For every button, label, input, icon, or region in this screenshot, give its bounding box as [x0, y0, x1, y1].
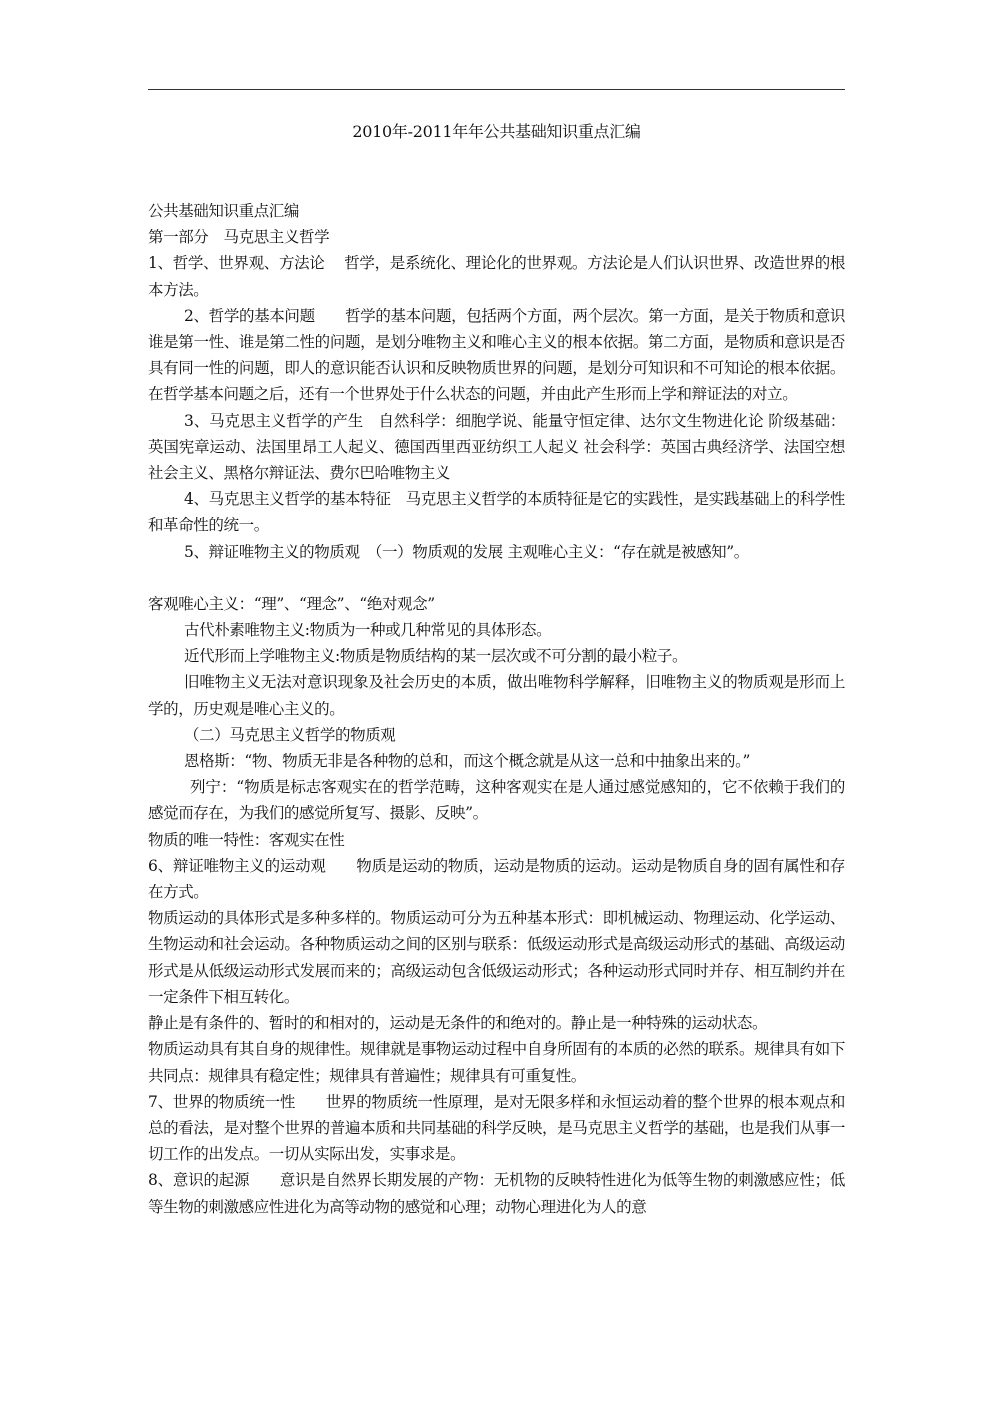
paragraph-16: 静止是有条件的、暂时的和相对的，运动是无条件的和绝对的。静止是一种特殊的运动状态。 [148, 1014, 768, 1033]
paragraph-5: 5、辩证唯物主义的物质观 （一）物质观的发展 主观唯心主义：“存在就是被感知”。 [184, 542, 749, 561]
paragraph-13: 物质的唯一特性：客观实在性 [148, 830, 345, 849]
header-rule [148, 89, 845, 90]
document-body [148, 198, 845, 1220]
part-heading: 第一部分 马克思主义哲学 [148, 228, 330, 247]
paragraph-4: 4、马克思主义哲学的基本特征 马克思主义哲学的本质特征是它的实践性，是实践基础上的科学性和革命性的统一。 [148, 490, 845, 535]
paragraph-11: 恩格斯：“物、物质无非是各种物的总和，而这个概念就是从这一总和中抽象出来的。” [184, 752, 751, 771]
paragraph-9: 旧唯物主义无法对意识现象及社会历史的本质，做出唯物科学解释，旧唯物主义的物质观是形而上学的，历史观是唯心主义的。 [148, 673, 845, 718]
paragraph-10: （二）马克思主义哲学的物质观 [184, 725, 396, 744]
section-heading: 公共基础知识重点汇编 [148, 202, 300, 220]
page-title: 2010年-2011年年公共基础知识重点汇编 [352, 122, 641, 141]
blank-line [148, 565, 845, 591]
paragraph-15: 物质运动的具体形式是多种多样的。物质运动可分为五种基本形式：即机械运动、物理运动、化学运动、生物运动和社会运动。各种物质运动之间的区别与联系：低级运动形式是高级运动形式的基础、高级运动形式是从低级运动形式发展而来的；高级运动包含低级运动形式；各种运动形式同时并存、相互制约并在一定条件下相互转化。 [148, 909, 845, 1006]
paragraph-1: 1、哲学、世界观、方法论 哲学，是系统化、理论化的世界观。方法论是人们认识世界、改造世界的根本方法。 [148, 254, 845, 299]
paragraph-18: 7、世界的物质统一性 世界的物质统一性原理，是对无限多样和永恒运动着的整个世界的根本观点和总的看法，是对整个世界的普遍本质和共同基础的科学反映，是马克思主义哲学的基础，也是我们从事一切工作的出发点。一切从实际出发，实事求是。 [148, 1092, 845, 1164]
paragraph-2: 2、哲学的基本问题 哲学的基本问题，包括两个方面，两个层次。第一方面，是关于物质和意识谁是第一性、谁是第二性的问题，是划分唯物主义和唯心主义的根本依据。第二方面，是物质和意识是否具有同一性的问题，即人的意识能否认识和反映物质世界的问题，是划分可知识和不可知论的根本依据。在哲学基本问题之后，还有一个世界处于什么状态的问题，并由此产生形而上学和辩证法的对立。 [148, 306, 845, 404]
paragraph-3: 3、马克思主义哲学的产生 自然科学：细胞学说、能量守恒定律、达尔文生物进化论 阶级基础：英国宪章运动、法国里昂工人起义、德国西里西亚纺织工人起义 社会科学：英国古典经济学、法国空想社会主义、黑格尔辩证法、费尔巴哈唯物主义 [148, 411, 845, 483]
paragraph-14: 6、辩证唯物主义的运动观 物质是运动的物质，运动是物质的运动。运动是物质自身的固有属性和存在方式。 [148, 856, 845, 902]
paragraph-6: 客观唯心主义：“理”、“理念”、“绝对观念” [148, 594, 435, 613]
paragraph-17: 物质运动具有其自身的规律性。规律就是事物运动过程中自身所固有的本质的必然的联系。规律具有如下共同点：规律具有稳定性；规律具有普遍性；规律具有可重复性。 [148, 1040, 845, 1085]
paragraph-8: 近代形而上学唯物主义:物质是物质结构的某一层次或不可分割的最小粒子。 [184, 647, 688, 666]
paragraph-19: 8、意识的起源 意识是自然界长期发展的产物：无机物的反映特性进化为低等生物的刺激感应性；低等生物的刺激感应性进化为高等动物的感觉和心理；动物心理进化为人的意 [148, 1171, 845, 1216]
paragraph-7: 古代朴素唯物主义:物质为一种或几种常见的具体形态。 [184, 621, 552, 640]
paragraph-12: 列宁：“物质是标志客观实在的哲学范畴，这种客观实在是人通过感觉感知的，它不依赖于我们的感觉而存在，为我们的感觉所复写、摄影、反映”。 [148, 778, 845, 823]
